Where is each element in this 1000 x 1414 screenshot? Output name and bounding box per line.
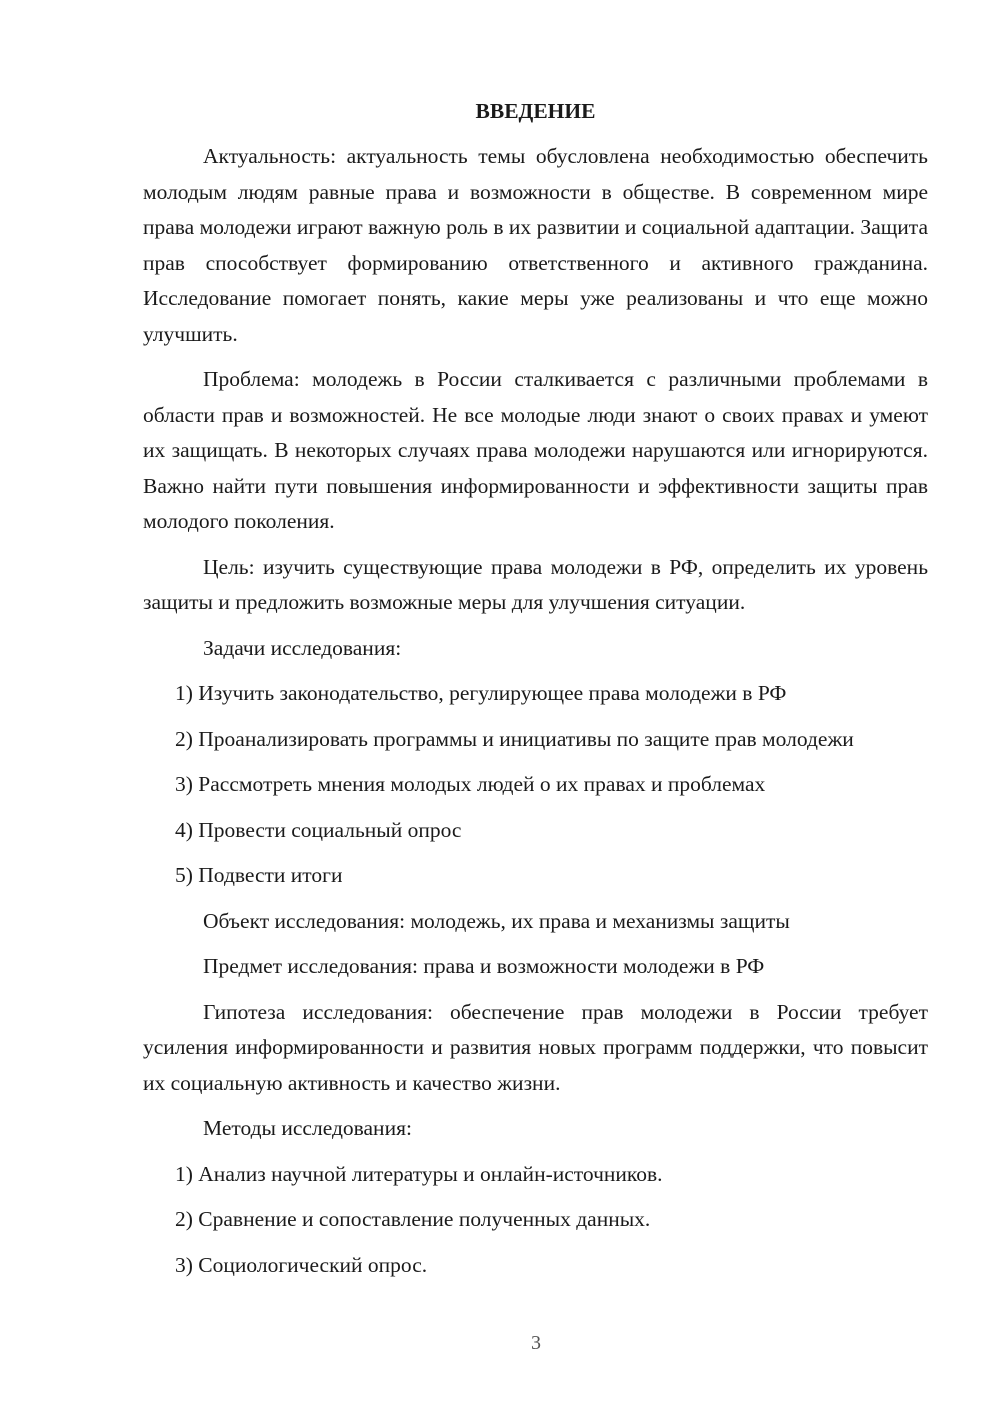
page-title: ВВЕДЕНИЕ [475, 99, 596, 123]
method-item: 3) Социологический опрос. [175, 1252, 428, 1277]
methods-heading: Методы исследования: [203, 1116, 412, 1140]
page-number: 3 [531, 1332, 541, 1354]
tasks-heading: Задачи исследования: [203, 635, 402, 660]
object-paragraph: Объект исследования: молодежь, их права и механизмы защиты [203, 908, 790, 933]
task-item: 4) Провести социальный опрос [175, 817, 462, 842]
task-item: 1) Изучить законодательство, регулирующее права молодежи в РФ [175, 681, 787, 705]
goal-paragraph: Цель: изучить существующие права молодежи в РФ, определить их уровень защиты и предложить возможные меры для улучшения ситуации. [143, 554, 928, 614]
task-item: 3) Рассмотреть мнения молодых людей о их правах и проблемах [175, 772, 766, 796]
relevance-paragraph: Актуальность: актуальность темы обусловлена необходимостью обеспечить молодым людям равные права и возможности в обществе. В современном мире права молодежи играют важную роль в их развитии и социальной адаптации. Защита прав способствует формированию ответственного и активного гражданина. Исследование помогает понять, какие меры уже реализованы и что еще можно улучшить. [143, 144, 928, 346]
method-item: 1) Анализ научной литературы и онлайн-источников. [175, 1161, 663, 1186]
document-body [143, 96, 928, 1293]
problem-paragraph: Проблема: молодежь в России сталкивается с различными проблемами в области прав и возможностей. Не все молодые люди знают о своих правах и умеют их защищать. В некоторых случаях права молодежи нарушаются или игнорируются. Важно найти пути повышения информированности и эффективности защиты прав молодого поколения. [143, 367, 928, 533]
task-item: 5) Подвести итоги [175, 863, 343, 887]
subject-paragraph: Предмет исследования: права и возможности молодежи в РФ [203, 954, 765, 978]
method-item: 2) Сравнение и сопоставление полученных данных. [175, 1207, 651, 1231]
hypothesis-paragraph: Гипотеза исследования: обеспечение прав молодежи в России требует усиления информированности и развития новых программ поддержки, что повысит их социальную активность и качество жизни. [143, 999, 928, 1095]
task-item: 2) Проанализировать программы и инициативы по защите прав молодежи [175, 726, 854, 751]
